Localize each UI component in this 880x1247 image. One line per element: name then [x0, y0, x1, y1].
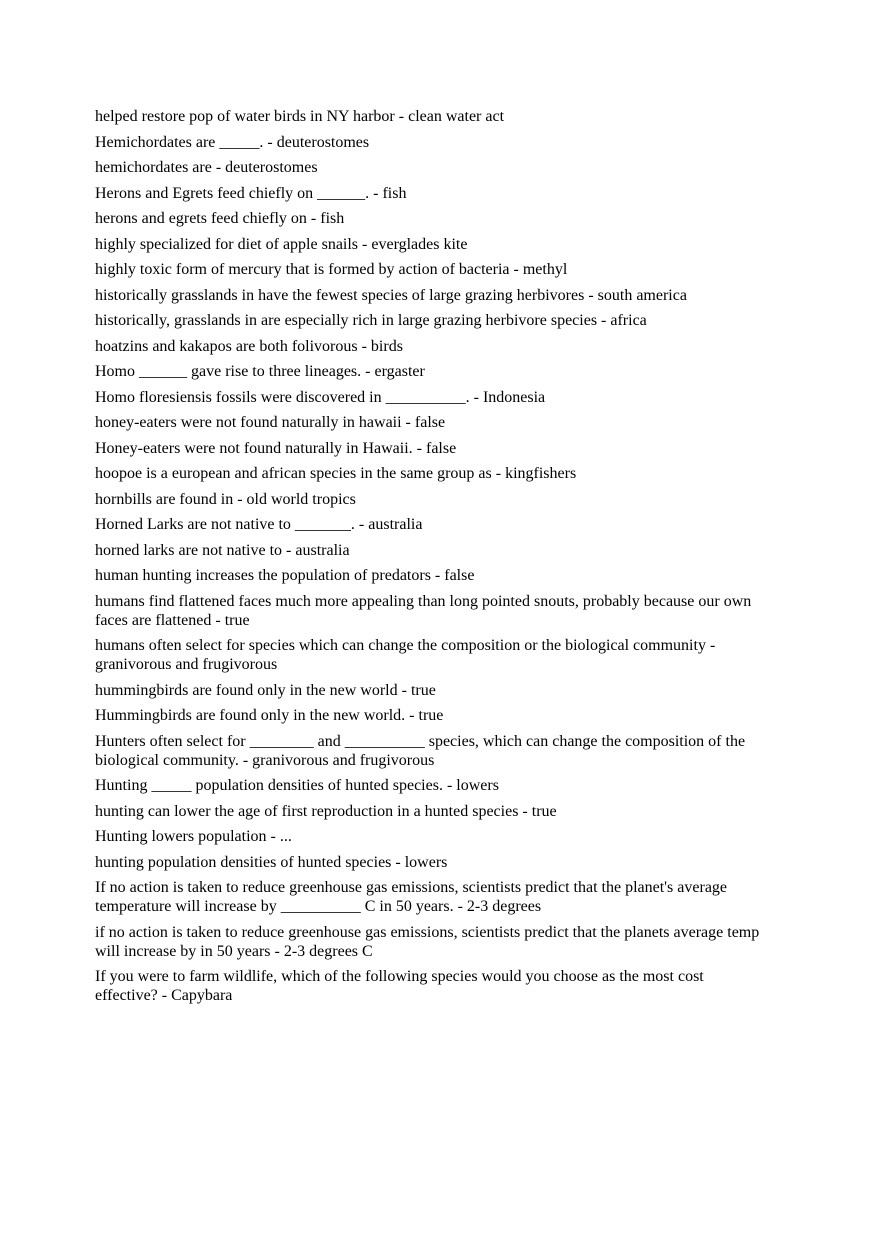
list-item: If no action is taken to reduce greenhouse gas emissions, scientists predict that the planet's average temperature will increase by __________ C in 50 years. - 2-3 degrees: [95, 879, 728, 915]
list-item: Herons and Egrets feed chiefly on ______. - fish: [95, 184, 407, 202]
list-item: highly toxic form of mercury that is formed by action of bacteria - methyl: [95, 261, 568, 278]
list-item: Hunting _____ population densities of hunted species. - lowers: [95, 777, 499, 794]
list-item: hummingbirds are found only in the new world - true: [95, 681, 436, 699]
list-item: historically grasslands in have the fewest species of large grazing herbivores - south america: [95, 286, 687, 304]
list-item: hunting population densities of hunted species - lowers: [95, 853, 448, 871]
list-item: hunting can lower the age of first reproduction in a hunted species - true: [95, 802, 557, 820]
list-item: herons and egrets feed chiefly on - fish: [95, 210, 345, 227]
list-item: highly specialized for diet of apple snails - everglades kite: [95, 235, 468, 253]
list-item: hoatzins and kakapos are both folivorous - birds: [95, 337, 403, 355]
list-item: humans often select for species which can change the composition or the biological community - granivorous and frugivorous: [95, 637, 716, 673]
list-item: historically, grasslands in are especially rich in large grazing herbivore species - africa: [95, 312, 647, 329]
list-item: hemichordates are - deuterostomes: [95, 159, 318, 176]
list-item: If you were to farm wildlife, which of the following species would you choose as the most cost effective? - Capybara: [95, 968, 704, 1004]
list-item: hornbills are found in - old world tropics: [95, 490, 356, 508]
list-item: humans find flattened faces much more appealing than long pointed snouts, probably because our own faces are flattened - true: [95, 592, 752, 629]
list-item: Hunting lowers population - ...: [95, 828, 292, 845]
list-item: Honey-eaters were not found naturally in Hawaii. - false: [95, 439, 457, 457]
list-item: honey-eaters were not found naturally in hawaii - false: [95, 414, 446, 431]
list-item: Hunters often select for ________ and __________ species, which can change the composition of the biological community. - granivorous and frugivorous: [95, 732, 746, 769]
list-item: horned larks are not native to - australia: [95, 541, 350, 559]
flashcard-list: [95, 107, 765, 1012]
list-item: if no action is taken to reduce greenhouse gas emissions, scientists predict that the planets average temp will increase by in 50 years - 2-3 degrees C: [95, 923, 760, 960]
list-item: helped restore pop of water birds in NY harbor - clean water act: [95, 108, 505, 125]
list-item: Hemichordates are _____. - deuterostomes: [95, 133, 370, 151]
list-item: human hunting increases the population of predators - false: [95, 567, 475, 584]
list-item: Horned Larks are not native to _______. - australia: [95, 516, 423, 533]
list-item: Homo floresiensis fossils were discovered in __________. - Indonesia: [95, 388, 546, 406]
list-item: Hummingbirds are found only in the new world. - true: [95, 707, 444, 724]
list-item: Homo ______ gave rise to three lineages. - ergaster: [95, 363, 425, 380]
list-item: hoopoe is a european and african species in the same group as - kingfishers: [95, 465, 577, 482]
